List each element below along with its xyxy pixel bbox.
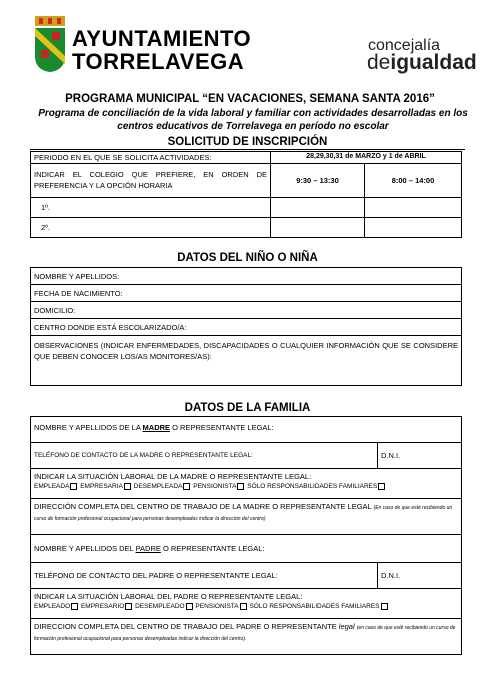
colegio-label: INDICAR EL COLEGIO QUE PREFIERE, EN ORDEN DE PREFERENCIA Y LA OPCIÓN HORARIA (31, 164, 271, 198)
org-name-line1: AYUNTAMIENTO (72, 26, 252, 51)
madre-direccion-nota: (En caso de que esté recibiendo un curso de formación profesional ocupacional para personas desempleadas indicar la dirección del centro) (34, 505, 453, 522)
brand-line1: concejalía (368, 37, 441, 54)
padre-nombre-label-b: O REPRESENTANTE LEGAL: (160, 544, 265, 553)
madre-situacion-field[interactable] (31, 469, 462, 499)
checkbox-empleada[interactable] (70, 483, 77, 490)
padre-dni-field[interactable]: D.N.I. (378, 563, 462, 589)
madre-opt-desempleada: DESEMPLEADA (133, 483, 183, 491)
periodo-value: 28,29,30,31 de MARZO y 1 de ABRIL (271, 152, 462, 164)
madre-tel-field[interactable]: TELÉFONO DE CONTACTO DE LA MADRE O REPRESENTANTE LEGAL: (31, 443, 378, 469)
madre-nombre-label-a: NOMBRE Y APELLIDOS DE LA (34, 423, 143, 432)
org-name-line2: TORRELAVEGA (72, 49, 245, 74)
horario-option-2: 8:00 – 14:00 (365, 164, 462, 198)
madre-dni-field[interactable]: D.N.I. (378, 443, 462, 469)
padre-opt-empleado: EMPLEADO (34, 603, 71, 611)
padre-nombre-label-a: NOMBRE Y APELLIDOS DEL (34, 544, 136, 553)
madre-direccion-field[interactable] (31, 499, 462, 535)
checkbox-familiares[interactable] (378, 483, 385, 490)
colegio-opcion-1[interactable]: 1º. (31, 198, 271, 218)
colegio-opcion-2[interactable]: 2º. (31, 218, 271, 238)
nino-heading: DATOS DEL NIÑO O NIÑA (177, 252, 318, 264)
nino-observaciones-field[interactable]: OBSERVACIONES (INDICAR ENFERMEDADES, DISCAPACIDADES O CUALQUIER INFORMACIÓN QUE SE CONSIDERE QUE DEBEN CONOCER LOS/AS MONITORES/AS): (31, 336, 462, 386)
madre-opt-pensionista: PENSIONISTA (193, 483, 237, 491)
checkbox-empresario[interactable] (125, 603, 132, 610)
padre-opt-empresario: EMPRESARIO (80, 603, 125, 611)
padre-situacion-label: INDICAR LA SITUACIÓN LABORAL DEL PADRE O REPRESENTANTE LEGAL: (34, 592, 303, 601)
checkbox-desempleada[interactable] (183, 483, 190, 490)
horario-option-1: 9:30 – 13:30 (271, 164, 365, 198)
checkbox-empresaria[interactable] (124, 483, 131, 490)
horario-2-cell-2[interactable] (365, 218, 462, 238)
madre-nombre-label-b: O REPRESENTANTE LEGAL: (170, 423, 274, 432)
checkbox-pensionista[interactable] (237, 483, 244, 490)
checkbox-desempleado[interactable] (186, 603, 193, 610)
madre-nombre-field[interactable] (31, 417, 462, 443)
padre-direccion-legal: legal (338, 622, 355, 631)
document-subtitle: Programa de conciliación de la vida laboral y familiar con actividades desarrolladas en los centros educativos de Torrelavega en período no escolar (38, 108, 468, 132)
padre-nombre-field[interactable] (31, 535, 462, 563)
familia-heading: DATOS DE LA FAMILIA (184, 402, 311, 414)
padre-word: PADRE (135, 544, 161, 553)
periodo-label: PERIODO EN EL QUE SE SOLICITA ACTIVIDADES: (31, 152, 271, 164)
padre-direccion-nota: (en caso de que esté recibiendo un curso de formación profesional ocupacional para personas desempleadas indicar la dirección del centro). (34, 625, 456, 642)
madre-situacion-options (34, 483, 458, 490)
padre-opt-familiares: SÓLO RESPONSABILIDADES FAMILIARES (249, 603, 380, 611)
padre-direccion-field[interactable] (31, 619, 462, 655)
madre-opt-empresaria: EMPRESARIA (80, 483, 123, 491)
horario-1-cell-2[interactable] (271, 218, 365, 238)
brand-igualdad: igualdad (390, 51, 477, 74)
torrelavega-coat-of-arms-icon (33, 16, 67, 72)
padre-situacion-options (34, 603, 458, 610)
padre-direccion-label: DIRECCION COMPLETA DEL CENTRO DE TRABAJO DEL PADRE O REPRESENTANTE (34, 622, 337, 631)
checkbox-empleado[interactable] (71, 603, 78, 610)
padre-opt-desempleado: DESEMPLEADO (135, 603, 185, 611)
solicitud-table (30, 151, 462, 238)
padre-opt-pensionista: PENSIONISTA (195, 603, 239, 611)
madre-direccion-label: DIRECCIÓN COMPLETA DEL CENTRO DE TRABAJO DE LA MADRE O REPRESENTANTE LEGAL (34, 502, 372, 511)
nino-centro-field[interactable]: CENTRO DONDE ESTÁ ESCOLARIZADO/A: (31, 319, 462, 336)
nino-domicilio-field[interactable]: DOMICILIO: (31, 302, 462, 319)
padre-tel-field[interactable]: TELÉFONO DE CONTACTO DEL PADRE O REPRESENTANTE LEGAL: (31, 563, 378, 589)
familia-table (30, 416, 462, 655)
madre-situacion-label: INDICAR LA SITUACIÓN LABORAL DE LA MADRE O REPRESENTANTE LEGAL: (34, 472, 312, 481)
solicitud-heading: SOLICITUD DE INSCRIPCIÓN (30, 135, 465, 150)
brand-de: de (367, 51, 391, 74)
horario-1-cell-1[interactable] (271, 198, 365, 218)
document-title: PROGRAMA MUNICIPAL “EN VACACIONES, SEMANA SANTA 2016” (65, 93, 435, 105)
madre-opt-empleada: EMPLEADA (34, 483, 70, 491)
checkbox-pensionista-padre[interactable] (240, 603, 247, 610)
padre-situacion-field[interactable] (31, 589, 462, 619)
horario-2-cell-1[interactable] (365, 198, 462, 218)
nino-table (30, 267, 462, 386)
madre-opt-familiares: SÓLO RESPONSABILIDADES FAMILIARES (247, 483, 378, 491)
madre-word: MADRE (142, 423, 171, 432)
nino-fecha-field[interactable]: FECHA DE NACIMIENTO: (31, 285, 462, 302)
nino-nombre-field[interactable]: NOMBRE Y APELLIDOS: (31, 268, 462, 285)
checkbox-familiares-padre[interactable] (381, 603, 388, 610)
brand-line2 (367, 52, 477, 73)
